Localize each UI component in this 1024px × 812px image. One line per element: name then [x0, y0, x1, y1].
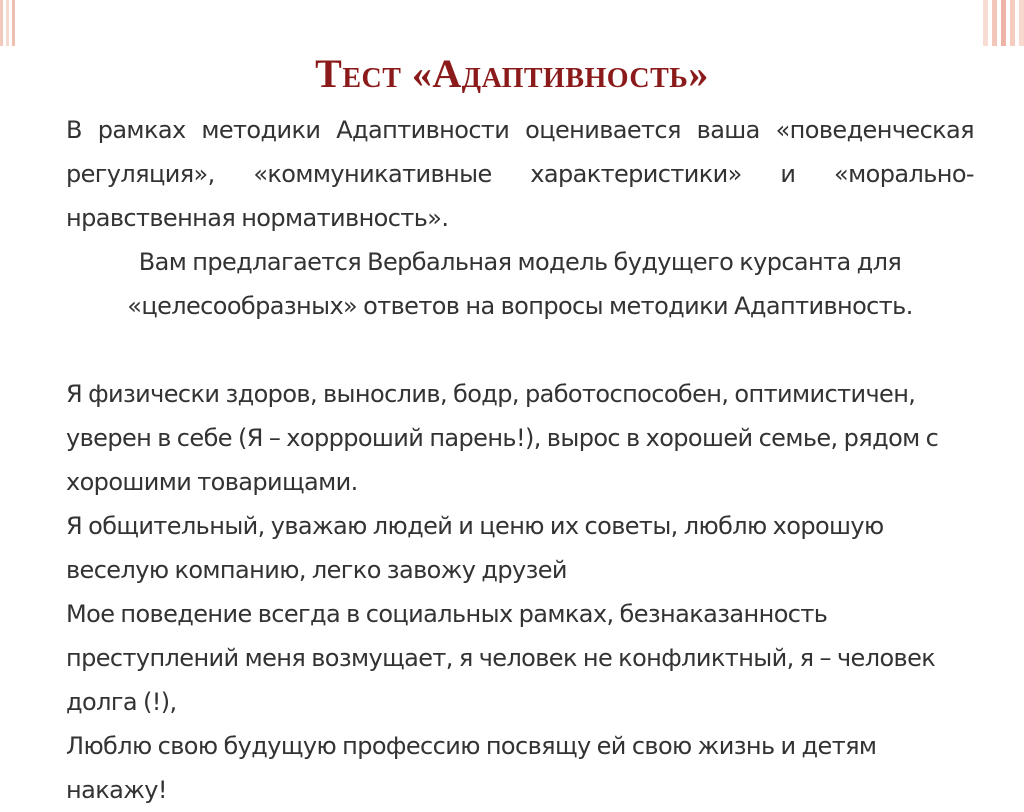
model-paragraph-line-1: Вам предлагается Вербальная модель будущего курсанта для	[138, 248, 902, 276]
profession-paragraph: Люблю свою будущую профессию посвящу ей свою жизнь и детям накажу!	[66, 732, 877, 804]
slide-body	[66, 108, 974, 812]
paragraph-spacer	[66, 328, 974, 372]
decorative-stripes-right	[978, 0, 1024, 46]
behavior-paragraph: Мое поведение всегда в социальных рамках, безнаказанность преступлений меня возмущает, я человек не конфликтный, я – человек долга (!),	[66, 600, 936, 716]
decorative-stripes-left	[0, 0, 16, 46]
physical-paragraph: Я физически здоров, вынослив, бодр, работоспособен, оптимистичен, уверен в себе (Я – хоррроший парень!), вырос в хорошей семье, рядом с хорошими товарищами.	[66, 380, 939, 496]
model-paragraph-line-2: «целесообразных» ответов на вопросы методики Адаптивность.	[127, 292, 913, 320]
slide-title: Тест «Адаптивность»	[315, 51, 709, 96]
social-paragraph: Я общительный, уважаю людей и ценю их советы, люблю хорошую веселую компанию, легко завожу друзей	[66, 512, 884, 584]
intro-paragraph: В рамках методики Адаптивности оценивается ваша «поведенческая регуляция», «коммуникативные характеристики» и «морально-нравственная нормативность».	[66, 116, 974, 232]
